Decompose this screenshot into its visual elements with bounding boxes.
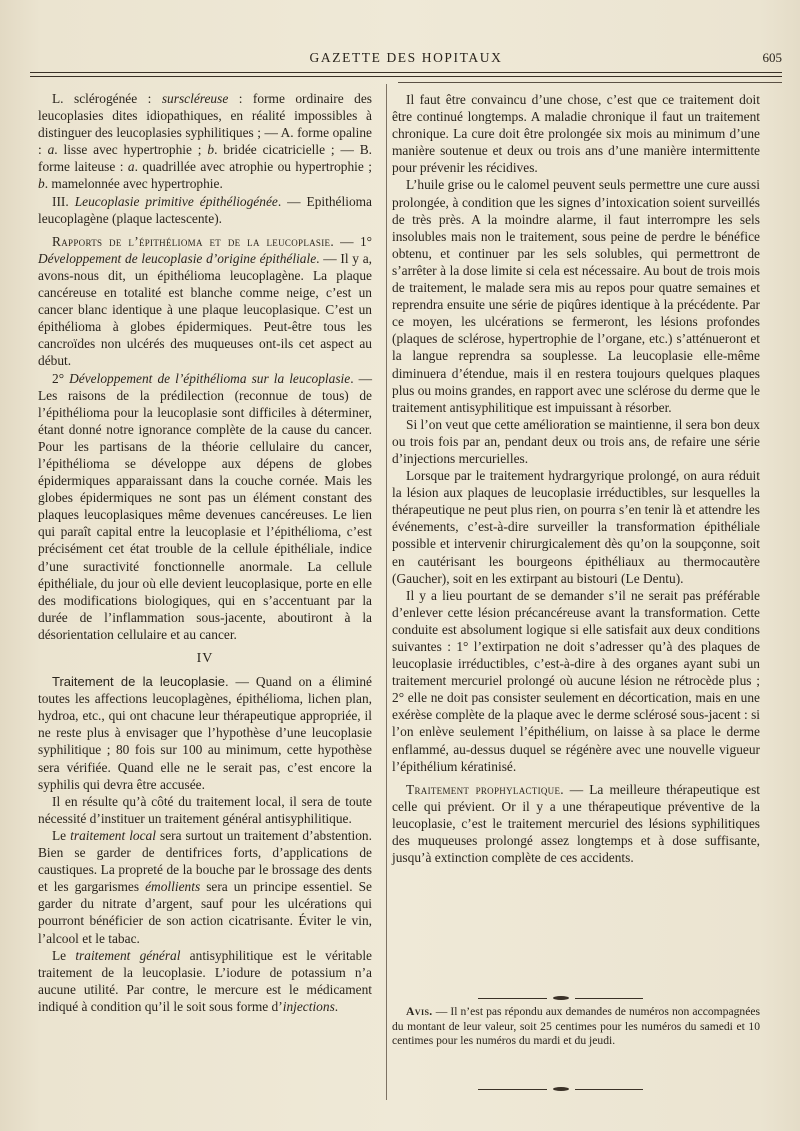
- page-header: [30, 50, 782, 70]
- paragraph: [38, 673, 372, 793]
- paragraph: Il faut être convaincu d’une chose, c’est que ce traitement doit être continué longtemps. A maladie chronique il faut un traitement chronique. La cure doit être prolongée six mois au minimum d’une manière soutenue et deux ou trois ans d’une manière intermittente pour prévenir les récidives.: [392, 92, 760, 176]
- ornamental-separator: [478, 1085, 643, 1093]
- paragraph: Lorsque par le traitement hydrargyrique prolongé, on aura réduit la lésion aux plaques de leucoplasie irréductibles, sur lesquelles la thérapeutique ne peut plus rien, on pourra s’en tenir là et attendre les événements, c’est-à-dire surveiller la transformation épithéliale possible et intervenir chirurgicalement dès qu’on la soupçonne, soit en cautérisant les bourgeons épithéliaux au thermocautère (Gaucher), soit en les extirpant au bistouri (Le Dentu).: [392, 468, 760, 586]
- section-number: IV: [196, 651, 214, 666]
- section-heading: Traitement de la leucoplasie.: [52, 674, 229, 690]
- right-column: [392, 91, 760, 866]
- notice-text: [392, 1005, 760, 1049]
- paragraph: Il y a lieu pourtant de se demander s’il ne serait pas préférable d’enlever cette lésion précancéreuse avant la transformation. Cette conduite est absolument logique si elle satisfait aux deux conditions suivantes : 1° l’extirpation ne doit s’adresser qu’à des plaques de leucoplasie irréductibles, c’est-à-dire à des organes ayant subi un traitement mercuriel prolongé où aucune lésion ne rétrocède plus ; 2° elle ne doit pas consister seulement en décortication, mais en une exérèse complète de la plaque avec le derme sclérosé sous-jacent : si l’on enlève seulement l’épithélium, on laisse à sa place le derme enflammé, au-dessus duquel se régénère avec une nouvelle vigueur l’épithélium kératinisé.: [392, 587, 760, 774]
- paragraph: Rapports de l’épithélioma et de la leucoplasie. — 1° Développement de leucoplasie d’origine épithéliale. — Il y a, avons-nous dit, un épithélioma leucoplagène. La plaque cancéreuse en totalité est blanche comme neige, c’est un cancer blanc identique à une plaque leucoplasique. C’est un épithélioma à globes épidermiques. Peut-être tous les cancroïdes non ulcérés des muqueuses ont-ils cet aspect au début.: [38, 233, 372, 369]
- header-rule: [30, 72, 782, 73]
- right-column-top-rule: [398, 82, 782, 83]
- paragraph: Le traitement local sera surtout un traitement d’abstention. Bien se garder de dentifrices forts, d’applications de caustiques. La propreté de la bouche par le brossage des dents et les gargarismes émollients sera un principe essentiel. Se garder du nitrate d’argent, sauf pour les ulcérations qui pourront bénéficier de son action cicatrisante. Éviter le vin, l’alcool et le tabac.: [38, 827, 372, 946]
- page-number: 605: [762, 50, 782, 65]
- paragraph: III. Leucoplasie primitive épithéliogénée. — Epithélioma leucoplagène (plaque lactescente).: [38, 193, 372, 226]
- paragraph: L. sclérogénée : surscléreuse : forme ordinaire des leucoplasies dites idiopathiques, en réalité impossibles à distinguer des leucoplasies syphilitiques ; — A. forme opaline : a. lisse avec hypertrophie ; b. bridée cicatricielle ; — B. forme laiteuse : a. quadrillée avec atrophie ou hypertrophie ; b. mamelonnée avec hypertrophie.: [38, 91, 373, 192]
- notice-label: Avis.: [406, 1005, 433, 1018]
- column-divider: [386, 84, 387, 1100]
- notice-body: — Il n’est pas répondu aux demandes de numéros non accompagnées du montant de leur valeur, soit 25 centimes pour les numéros du samedi et 10 centimes pour les numéros du mardi et du jeudi.: [392, 1005, 760, 1048]
- ornamental-separator: [478, 994, 643, 1002]
- notice-box: [392, 1005, 760, 1049]
- left-column: [38, 90, 372, 1015]
- journal-title: GAZETTE DES HOPITAUX: [309, 50, 503, 65]
- paragraph: Le traitement général antisyphilitique est le véritable traitement de la leucoplasie. L’iodure de potassium n’a aucune utilité. Par contre, le mercure est le médicament indiqué à condition qu’il le soit sous forme d’injections.: [38, 947, 372, 1014]
- paragraph: L’huile grise ou le calomel peuvent seuls permettre une cure aussi prolongée, à condition que les signes d’intoxication soient surveillés de très près. A la moindre alarme, il faut interrompre les sels insolubles mais non le traitement, sous peine de perdre le bénéfice obtenu, et continuer par les sels solubles, qui permettront de s’arrêter à la dose limite si cela est nécessaire. Au bout de trois mois de traitement, le malade sera mis au repos pour quatre semaines et reprendra ensuite une série de piqûres identique à la précédente. Par ce moyen, les ulcérations se fermeront, les lésions profondes (plaques de sclérose, hypertrophie de l’organe, etc.) s’atténueront et la langue reprendra sa souplesse. La leucoplasie elle-même diminuera d’étendue, mais il en restera toujours quelques plaques plus ou moins grandes, en rapport avec une sclérose du derme que le traitement antisyphilitique est impuissant à résorber.: [392, 177, 760, 415]
- paragraph: Il en résulte qu’à côté du traitement local, il sera de toute nécessité d’instituer un traitement général antisyphilitique.: [38, 793, 372, 826]
- paragraph: 2° Développement de l’épithélioma sur la leucoplasie. — Les raisons de la prédilection (reconnue de tous) de l’épithélioma pour la leucoplasie sont difficiles à déterminer, étant donné notre ignorance complète de la cause du cancer. Pour les partisans de la théorie cellulaire du cancer, l’épithélioma se développe aux dépens de globes épidermiques apparaissant dans la couche cornée. Mais les globes épidermiques ne sont pas un élément constant des plaques leucoplasiques même devenues cancéreuses. Le lien qui paraît capital entre la leucoplasie et l’épithélioma, c’est précisément cet état trouble de la cellule épithéliale, indice d’une suractivité fonctionnelle anormale. La cellule épithéliale, du jour où elle devient leucoplasique, porte en elle des modifications biologiques, qui en s’accentuant par la durée de l’inflammation sous-jacente, aboutiront à la désorientation cellulaire et au cancer.: [38, 370, 372, 642]
- paragraph: Si l’on veut que cette amélioration se maintienne, il sera bon deux ou trois fois par an, pendant deux ou trois ans, de refaire une série d’injections mercurielles.: [392, 416, 761, 466]
- header-rule-thin: [30, 76, 782, 77]
- paragraph: Traitement prophylactique. — La meilleure thérapeutique est celle qui prévient. Or il y a une thérapeutique préventive de la leucoplasie, c’est le traitement mercuriel des lésions syphilitiques des muqueuses prolongé assez longtemps et à dose suffisante, jusqu’à extinction complète de ces accidents.: [392, 781, 761, 866]
- paragraph-text: — Quand on a éliminé toutes les affections leucoplagènes, épithélioma, lichen plan, hydroa, etc., qui ont chacune leur thérapeutique appropriée, il ne reste plus à envisager que l’hypothèse d’une leucoplasie syphilitique ; 80 fois sur 100 au minimum, cette hypothèse sera vérifiée. Quand elle ne le serait pas, c’est encore la syphilis qui devra être accusée.: [38, 674, 372, 792]
